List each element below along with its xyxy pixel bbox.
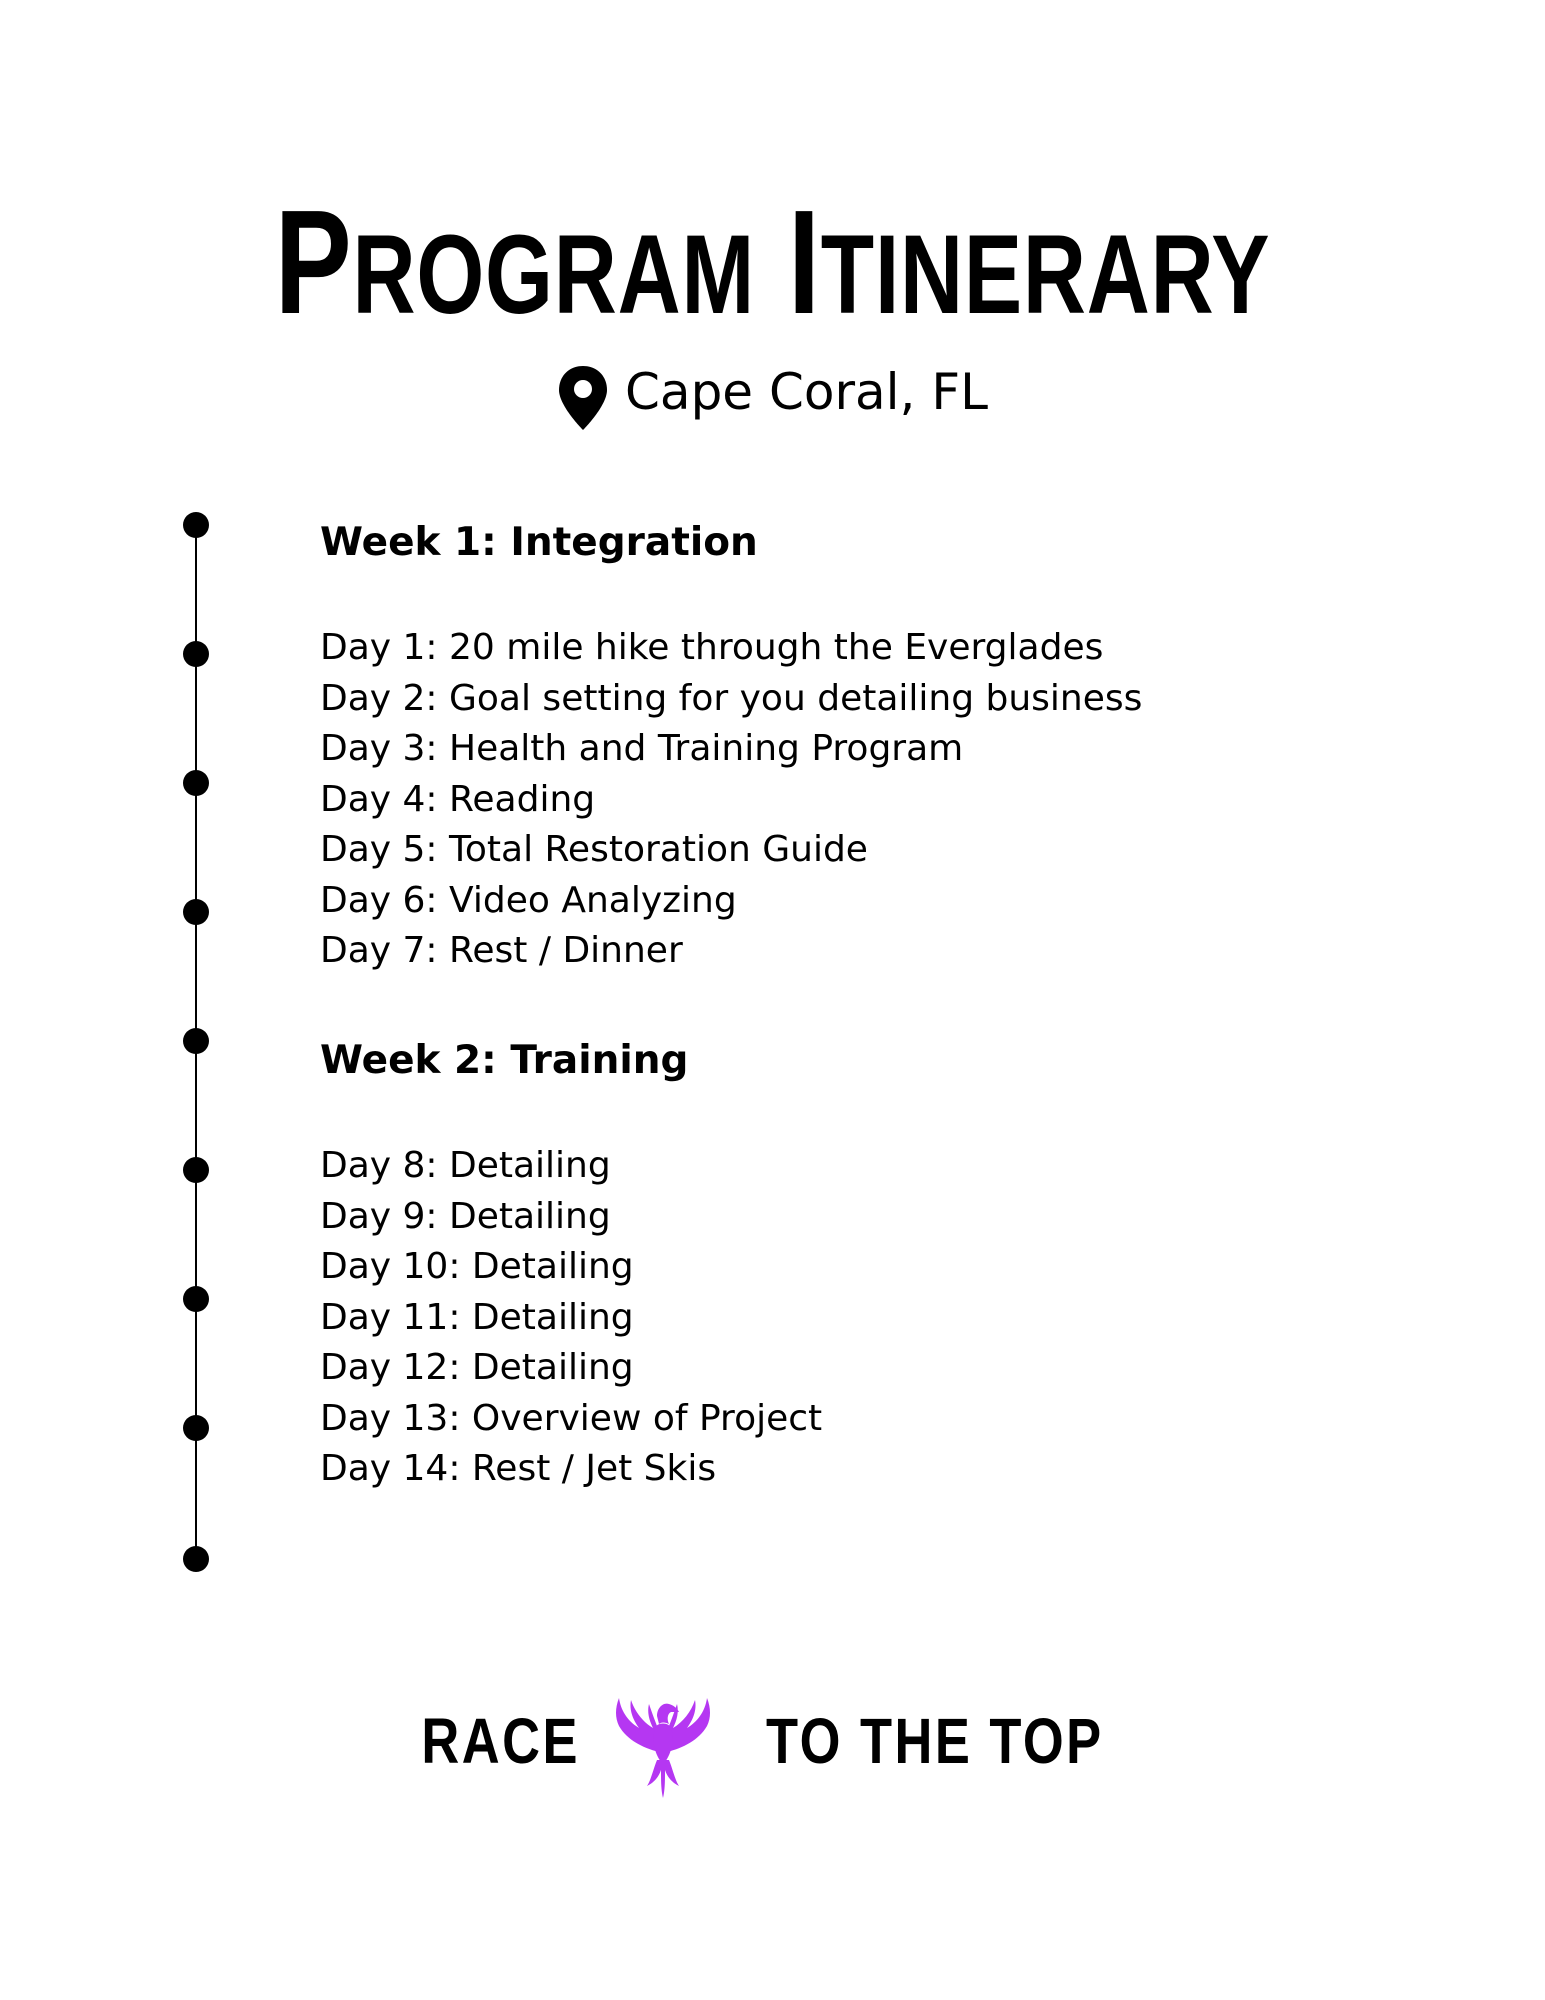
list-item: Day 1: 20 mile hike through the Everglades — [320, 627, 1104, 668]
phoenix-icon — [607, 1682, 719, 1800]
timeline-dot — [183, 1157, 209, 1183]
week-1-day-list — [320, 623, 1142, 977]
list-item: Day 9: Detailing — [320, 1195, 611, 1237]
list-item: Day 3: Health and Training Program — [320, 728, 964, 769]
timeline-dot — [183, 770, 209, 796]
timeline-dot — [183, 1286, 209, 1312]
brand-text-right: TO THE TOP — [766, 1705, 1104, 1777]
list-item: Day 11: Detailing — [320, 1296, 634, 1338]
week-2-day-list — [320, 1141, 822, 1495]
list-item: Day 7: Rest / Dinner — [320, 930, 683, 971]
timeline-dot — [183, 899, 209, 925]
page-title — [170, 178, 1375, 360]
location-text: Cape Coral, FL — [625, 363, 988, 421]
list-item: Day 2: Goal setting for you detailing business — [320, 677, 1143, 719]
title-initial-i: I — [787, 180, 821, 345]
week-2-title: Week 2: Training — [320, 1038, 689, 1083]
list-item: Day 10: Detailing — [320, 1246, 634, 1287]
location — [0, 352, 1545, 432]
week-1-title: Week 1: Integration — [320, 520, 758, 565]
title-rest-itinerary: TINERARY — [820, 212, 1271, 337]
timeline-dot — [183, 1028, 209, 1054]
list-item: Day 8: Detailing — [320, 1145, 611, 1186]
brand-logo — [0, 1682, 1545, 1800]
title-rest-program: ROGRAM — [352, 212, 756, 337]
list-item: Day 5: Total Restoration Guide — [320, 829, 868, 870]
list-item: Day 13: Overview of Project — [320, 1397, 823, 1439]
list-item: Day 6: Video Analyzing — [320, 879, 737, 921]
list-item: Day 4: Reading — [320, 778, 596, 820]
timeline-dot — [183, 512, 209, 538]
timeline-dot — [183, 1415, 209, 1441]
list-item: Day 12: Detailing — [320, 1347, 634, 1388]
list-item: Day 14: Rest / Jet Skis — [320, 1448, 717, 1489]
timeline-dot — [183, 641, 209, 667]
map-pin-icon — [557, 364, 609, 432]
timeline — [181, 512, 211, 1574]
timeline-dot — [183, 1546, 209, 1572]
brand-text-left: RACE — [421, 1705, 580, 1777]
title-initial-p: P — [274, 180, 353, 345]
